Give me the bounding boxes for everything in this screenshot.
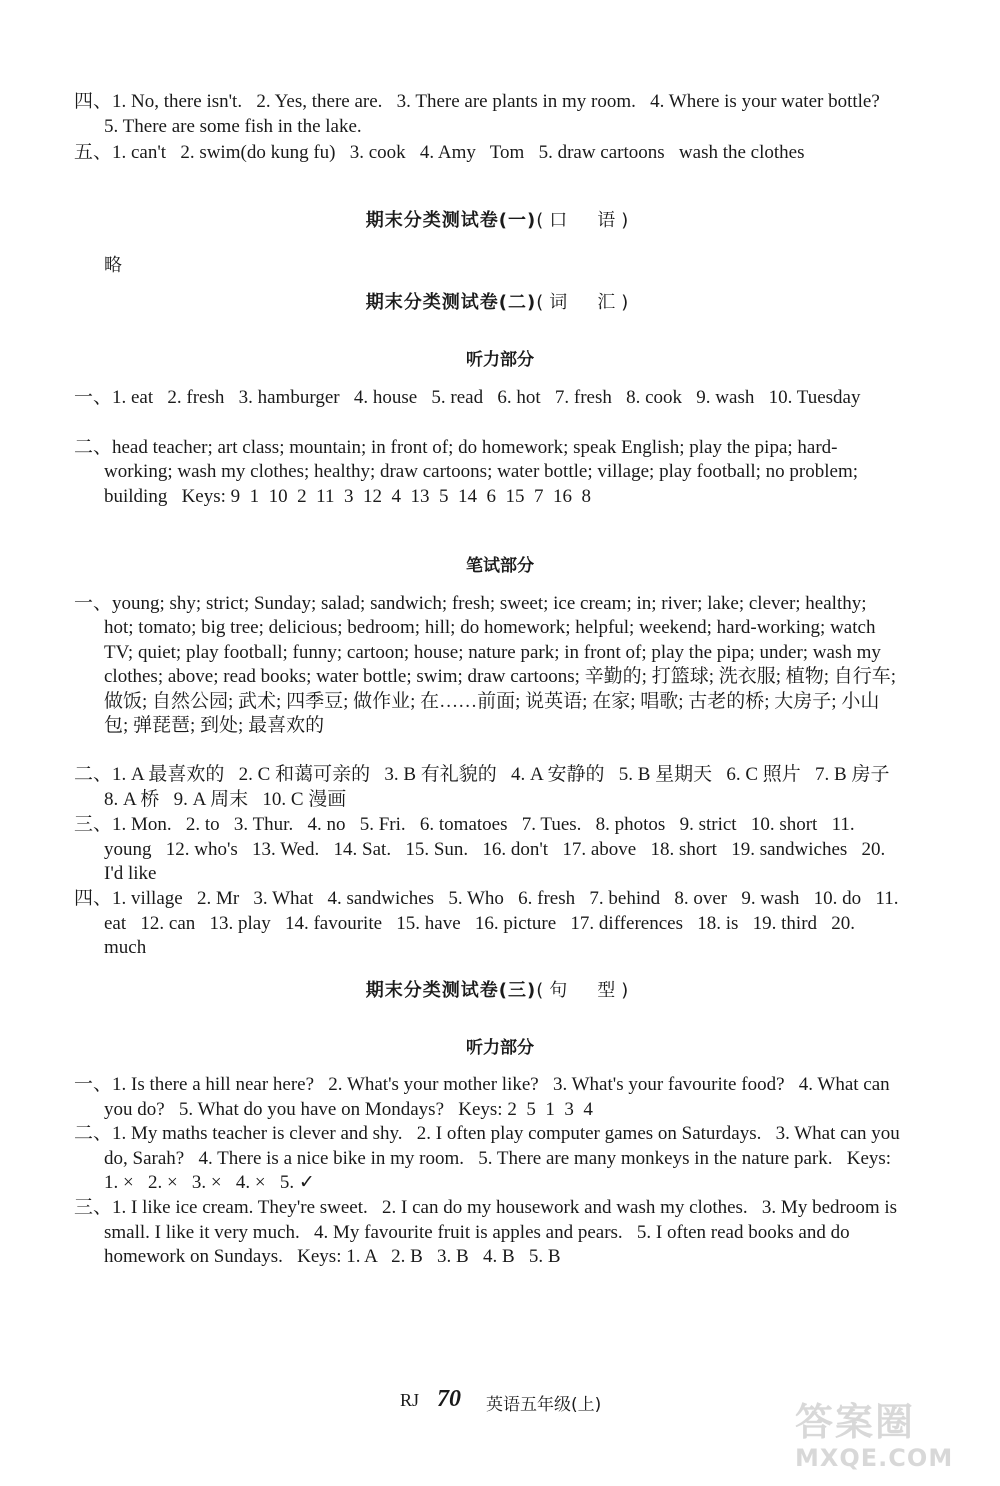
test3-listening-heading: 听力部分	[466, 1038, 534, 1058]
test2-written-3: 三、1. Mon. 2. to 3. Thur. 4. no 5. Fri. 6. tomatoes 7. Tues. 8. photos 9. strict 10. short 11. young 12. who's 13. Wed. 14. Sat. 15. Sun. 16. don't 17. above 18. short 19. sandwiches 20. I'd like	[74, 814, 891, 884]
answer-part-4: 四、1. No, there isn't. 2. Yes, there are. 3. There are plants in my room. 4. Where is your water bottle? 5. There are some fish in the lake.	[74, 91, 895, 137]
test2-heading	[0, 288, 1000, 314]
answer-part-5: 五、1. can't 2. swim(do kung fu) 3. cook 4. Amy Tom 5. draw cartoons wash the clothes	[74, 142, 805, 163]
test3-listening-3: 三、1. I like ice cream. They're sweet. 2. I can do my housework and wash my clothes. 3. My bedroom is small. I like it very much. 4. My favourite fruit is apples and pears. 5. I often read books and do homework on Sundays. Keys: 1. A 2. B 3. B 4. B 5. B	[74, 1197, 902, 1267]
footer-book-title: 英语五年级(上)	[486, 1395, 602, 1415]
test2-written-heading: 笔试部分	[466, 556, 534, 576]
footer-edition: RJ	[400, 1390, 420, 1410]
test2-listening-2: 二、head teacher; art class; mountain; in front of; do homework; speak English; play the pipa; hard-working; wash my clothes; healthy; draw cartoons; water bottle; village; play football; no problem; building Keys: 9 1 10 2 11 3 12 4 13 5 14 6 15 7 16 8	[74, 437, 863, 507]
test2-written-1: 一、young; shy; strict; Sunday; salad; sandwich; fresh; sweet; ice cream; in; river; lake; clever; healthy; hot; tomato; big tree; delicious; bedroom; hill; do homework; helpful; weekend; hard-working; watch TV; quiet; play football; funny; cartoon; house; nature park; in front of; play the pipa; under; wash my clothes; above; read books; water bottle; swim; draw cartoons; 辛勤的; 打篮球; 洗衣服; 植物; 自行车; 做饭; 自然公园; 武术; 四季豆; 做作业; 在……前面; 说英语; 在家; 唱歌; 古老的桥; 大房子; 小山包; 弹琵琶; 到处; 最喜欢的	[74, 593, 901, 737]
test2-listening-1: 一、1. eat 2. fresh 3. hamburger 4. house 5. read 6. hot 7. fresh 8. cook 9. wash 10. Tuesday	[74, 387, 861, 408]
test1-subtitle: (口 语)	[536, 210, 635, 231]
test3-listening-2: 二、1. My maths teacher is clever and shy. 2. I often play computer games on Saturdays. 3. What can you do, Sarah? 4. There is a nice bike in my room. 5. There are many monkeys in the nature park. Keys: 1. × 2. × 3. × 4. × 5. ✓	[74, 1123, 905, 1193]
test1-heading	[0, 206, 1000, 232]
test2-listening-heading: 听力部分	[466, 350, 534, 370]
watermark-bottom-text: MXQE.COM	[795, 1444, 954, 1472]
test3-heading	[0, 976, 1000, 1002]
watermark-logo	[795, 1400, 990, 1480]
test2-written-2: 二、1. A 最喜欢的 2. C 和蔼可亲的 3. B 有礼貌的 4. A 安静的 5. B 星期天 6. C 照片 7. B 房子 8. A 桥 9. A 周末 10. C 漫画	[74, 764, 904, 810]
test2-title: 期末分类测试卷(二)	[365, 292, 537, 313]
watermark-top-text: 答案圈	[795, 1400, 916, 1444]
test3-subtitle: (句 型)	[536, 980, 635, 1001]
test3-listening-1: 一、1. Is there a hill near here? 2. What's your mother like? 3. What's your favourite food? 4. What can you do? 5. What do you have on Mondays? Keys: 2 5 1 3 4	[74, 1074, 895, 1120]
test1-title: 期末分类测试卷(一)	[365, 210, 537, 231]
test1-content: 略	[104, 255, 122, 276]
test3-title: 期末分类测试卷(三)	[365, 980, 537, 1001]
page-number: 70	[437, 1386, 461, 1412]
test2-subtitle: (词 汇)	[536, 292, 635, 313]
test2-written-4: 四、1. village 2. Mr 3. What 4. sandwiches 5. Who 6. fresh 7. behind 8. over 9. wash 10. do 11. eat 12. can 13. play 14. favourite 15. have 16. picture 17. differences 18. is 19. third 20. much	[74, 888, 904, 958]
